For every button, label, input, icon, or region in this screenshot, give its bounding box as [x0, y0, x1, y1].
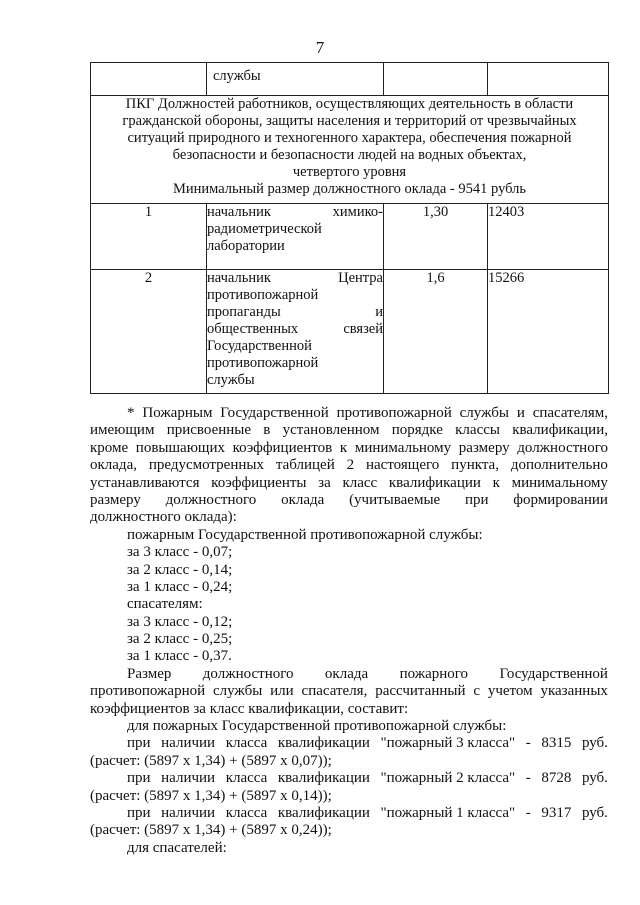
firefighters-subheading: для пожарных Государственной противопожарной службы: — [127, 718, 507, 735]
word: установленном — [282, 422, 380, 439]
word: в — [263, 422, 271, 439]
salary-cell: 12403 — [488, 204, 609, 270]
word: формировании — [513, 491, 608, 508]
word: кроме — [90, 439, 129, 456]
word: наличии — [161, 770, 216, 787]
word: противопожарной — [90, 683, 206, 700]
footnote-line — [90, 475, 608, 492]
class-coefficient: за 2 класс - 0,25; — [127, 631, 233, 648]
word: с — [473, 683, 481, 700]
table-row — [91, 204, 609, 270]
word: или — [270, 683, 294, 700]
pkg-header-line: гражданской обороны, защиты населения и территорий от чрезвычайных — [122, 113, 577, 129]
word: класса — [225, 770, 268, 787]
rescuers-subheading: для спасателей: — [127, 839, 227, 856]
word: минимальному — [354, 439, 452, 456]
pkg-header-line: Минимальный размер должностного оклада - 9541 рубль — [172, 181, 526, 197]
word: службы — [459, 405, 509, 421]
word: рассчитанный — [375, 683, 466, 700]
word: квалификации — [277, 735, 370, 752]
coefficient-cell — [384, 63, 488, 96]
word: коэффициентов — [232, 439, 333, 456]
word: предусмотренных — [148, 457, 264, 474]
word: коэффициенты — [211, 474, 307, 491]
position-line — [207, 321, 383, 338]
word: должностного — [202, 665, 294, 682]
class-coefficient: за 3 класс - 0,12; — [127, 613, 233, 630]
word: руб. — [581, 804, 608, 821]
pkg-header-line: четвертого уровня — [292, 164, 407, 180]
word: при — [464, 491, 489, 508]
pkg-header-line: ситуаций природного и техногенного характера, обеспечения пожарной — [127, 130, 572, 146]
calculation-formula: (расчет: (5897 х 1,34) + (5897 х 0,14)); — [90, 787, 332, 804]
word: Государственной — [499, 665, 608, 682]
pkg-header-line: безопасности и безопасности людей на водных объектах, — [172, 147, 527, 163]
word: * — [127, 405, 135, 421]
class-coefficient: за 1 класс - 0,37. — [127, 648, 232, 665]
word: (учитываемые — [349, 491, 441, 508]
pkg-header-cell — [91, 96, 609, 204]
calculation-line — [90, 735, 608, 752]
word: дополнительно — [510, 457, 608, 474]
word: и — [375, 304, 383, 320]
calculation-line — [90, 805, 608, 822]
page-number: 7 — [315, 38, 325, 57]
word: имеющим — [90, 422, 155, 439]
word: спасателя, — [301, 683, 368, 700]
position-cell — [207, 204, 384, 270]
coefficient-cell: 1,6 — [384, 270, 488, 394]
position-line — [207, 204, 383, 221]
coefficient-cell: 1,30 — [384, 204, 488, 270]
word: учетом — [487, 683, 533, 700]
position-cell — [207, 270, 384, 394]
word: при — [127, 804, 151, 821]
word: Пожарным — [142, 405, 213, 421]
word: квалификации, — [512, 422, 608, 439]
word: "пожарный 3 класса" — [380, 735, 516, 752]
word: - — [525, 770, 531, 787]
position-line: службы — [207, 372, 255, 388]
footnote-line — [90, 405, 608, 422]
word: Центра — [338, 270, 383, 286]
word: 2 — [346, 457, 355, 474]
summary-line — [90, 666, 608, 683]
word: таблицей — [275, 457, 335, 474]
footnote-line — [90, 492, 608, 509]
position-line — [207, 304, 383, 321]
pkg-header-row — [91, 96, 609, 204]
class-coefficient: за 3 класс - 0,07; — [127, 544, 233, 561]
word: настоящего — [365, 457, 440, 474]
summary-line: коэффициентов за класс квалификации, составит: — [90, 700, 409, 717]
summary-line — [90, 683, 608, 700]
number-cell: 1 — [91, 204, 207, 270]
word: связей — [343, 321, 383, 337]
footnote-line: должностного оклада): — [90, 509, 237, 526]
word: класса — [225, 735, 268, 752]
word: классы — [455, 422, 500, 439]
word: оклада, — [90, 457, 137, 474]
word: класса — [225, 804, 268, 821]
word: указанных — [540, 683, 608, 700]
number-cell — [91, 63, 207, 96]
position-line: противопожарной — [207, 287, 319, 303]
word: спасателям, — [532, 405, 608, 421]
rescuers-heading: спасателям: — [127, 596, 203, 613]
footnote-line — [90, 422, 608, 439]
word: 8728 — [541, 770, 572, 787]
word: - — [525, 735, 531, 752]
word: "пожарный 1 класса" — [380, 804, 516, 821]
word: минимальному — [511, 474, 608, 491]
word: к — [492, 474, 500, 491]
position-line: Государственной — [207, 338, 312, 354]
word: пожарного — [399, 665, 469, 682]
word: размеру — [458, 439, 510, 456]
word: и — [516, 405, 525, 421]
body-text — [90, 405, 608, 857]
calculation-formula: (расчет: (5897 х 1,34) + (5897 х 0,24)); — [90, 822, 332, 839]
word: к — [339, 439, 348, 456]
word: начальник — [207, 204, 271, 220]
word: начальник — [207, 270, 271, 286]
footnote-line — [90, 440, 608, 457]
word: 8315 — [541, 735, 572, 752]
word: должностного — [165, 491, 257, 508]
word: устанавливаются — [90, 474, 200, 491]
word: квалификации — [277, 770, 370, 787]
word: противопожарной — [336, 405, 452, 421]
word: - — [525, 804, 531, 821]
table-row-continuation — [91, 63, 609, 96]
firefighters-heading: пожарным Государственной противопожарной службы: — [127, 526, 483, 543]
word: пункта, — [451, 457, 499, 474]
word: пропаганды — [207, 304, 281, 320]
word: руб. — [581, 770, 608, 787]
position-line: противопожарной — [207, 355, 319, 371]
word: при — [127, 735, 151, 752]
word: Размер — [127, 665, 172, 682]
word: службы — [212, 683, 263, 700]
pkg-header-line: ПКГ Должностей работников, осуществляющих деятельность в области — [125, 96, 574, 112]
position-line: лаборатории — [207, 238, 285, 254]
salary-table — [90, 62, 609, 394]
word: класс — [342, 474, 378, 491]
word: должностного — [517, 439, 608, 456]
word: оклада — [281, 491, 325, 508]
word: руб. — [581, 735, 608, 752]
word: 9317 — [541, 804, 572, 821]
footnote-line — [90, 457, 608, 474]
word: наличии — [161, 735, 216, 752]
position-cell: службы — [207, 63, 384, 96]
word: при — [127, 770, 151, 787]
salary-cell — [488, 63, 609, 96]
word: за — [318, 474, 331, 491]
word: оклада — [324, 665, 369, 682]
position-line — [207, 270, 383, 287]
word: квалификации — [388, 474, 481, 491]
word: квалификации — [277, 804, 370, 821]
word: Государственной — [220, 405, 329, 421]
number-cell: 2 — [91, 270, 207, 394]
word: повышающих — [135, 439, 225, 456]
word: порядке — [391, 422, 443, 439]
position-line: радиометрической — [207, 221, 322, 237]
word: присвоенные — [166, 422, 252, 439]
word: общественных — [207, 321, 299, 337]
word: размеру — [90, 491, 141, 508]
word: химико- — [332, 204, 383, 220]
class-coefficient: за 1 класс - 0,24; — [127, 578, 233, 595]
word: "пожарный 2 класса" — [380, 770, 516, 787]
calculation-line — [90, 770, 608, 787]
table-row — [91, 270, 609, 394]
calculation-formula: (расчет: (5897 х 1,34) + (5897 х 0,07)); — [90, 752, 332, 769]
class-coefficient: за 2 класс - 0,14; — [127, 561, 233, 578]
word: наличии — [161, 804, 216, 821]
salary-cell: 15266 — [488, 270, 609, 394]
